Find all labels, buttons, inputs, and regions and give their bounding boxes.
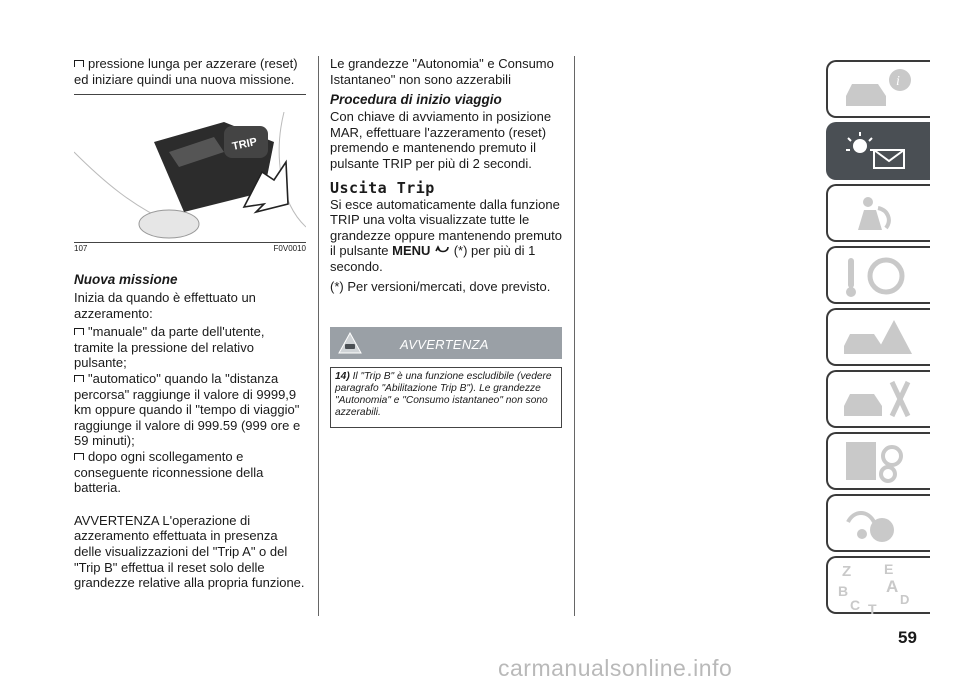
tab-car-info[interactable]	[826, 60, 930, 118]
index-letter: A	[886, 577, 899, 596]
index-letters-icon	[838, 562, 926, 616]
return-arrow-icon	[434, 245, 450, 255]
column-left	[74, 56, 306, 87]
warning-number: 14)	[335, 371, 350, 382]
multimedia-icon	[838, 500, 918, 548]
figure-number: 107	[74, 244, 88, 253]
procedura-heading: Procedura di inizio viaggio	[330, 92, 502, 108]
nuova-missione-section	[74, 272, 306, 591]
warning-title: AVVERTENZA	[400, 337, 489, 352]
page-number: 59	[898, 628, 917, 647]
figure-code: F0V0010	[273, 244, 306, 253]
tab-emergency[interactable]	[826, 308, 930, 366]
uscita-text: Si esce automaticamente dalla funzione TRIP una volta visualizzate tutte le grandezze oppure mantenendo premuto il pulsante MENU (*) per più di 1 secondo.	[330, 196, 562, 274]
watermark: carmanualsonline.info	[498, 655, 733, 681]
list-item: dopo ogni scollegamento e conseguente riconnessione della batteria.	[74, 448, 264, 496]
section-heading: Nuova missione	[74, 272, 178, 287]
tab-warning-lights[interactable]	[826, 122, 930, 180]
note-text: AVVERTENZA L'operazione di azzeramento effettuata in presenza delle visualizzazioni del "Trip A" o del "Trip B" effettua il reset solo delle grandezze relative alla propria funzione.	[74, 512, 305, 591]
warning-header	[330, 327, 562, 359]
warning-box	[330, 367, 562, 428]
list-item: "manuale" da parte dell'utente, tramite la pressione del relativo pulsante;	[74, 324, 265, 371]
tab-technical-data[interactable]	[826, 432, 930, 490]
index-letter: E	[884, 562, 894, 577]
tab-starting[interactable]	[826, 246, 930, 304]
index-letter: Z	[842, 563, 852, 580]
warning-text: Il "Trip B" è una funzione escludibile (vedere paragrafo "Abilitazione Trip B"). Le grandezze "Autonomia" e "Consumo istantaneo" non sono azzerabili.	[335, 371, 552, 418]
trip-button-figure	[74, 112, 306, 243]
intro-bullet: pressione lunga per azzerare (reset) ed iniziare quindi una nuova missione.	[74, 56, 298, 87]
technical-data-icon	[838, 438, 918, 486]
section-intro: Inizia da quando è effettuato un azzeramento:	[74, 290, 256, 321]
trip-button-label: TRIP	[231, 135, 259, 153]
car-info-icon	[838, 66, 918, 114]
tab-multimedia[interactable]	[826, 494, 930, 552]
column-divider	[574, 56, 575, 616]
column-divider	[318, 56, 319, 616]
menu-label: MENU	[392, 243, 431, 259]
list-item: "automatico" quando la "distanza percorsa" raggiunge il valore di 9999,9 km oppure quando il "tempo di viaggio" raggiunge il valore di 999.59 (999 ore e 59 minuti);	[74, 370, 301, 449]
index-letter: D	[900, 592, 910, 607]
maintenance-car-icon	[838, 376, 918, 424]
index-letter: T	[868, 601, 877, 616]
index-letter: B	[838, 583, 849, 599]
bullet-marker-icon	[74, 453, 84, 460]
bullet-marker-icon	[74, 375, 84, 382]
footnote: (*) Per versioni/mercati, dove previsto.	[330, 278, 551, 294]
svg-text:i: i	[896, 74, 900, 89]
tab-safety[interactable]	[826, 184, 930, 242]
procedura-text: Con chiave di avviamento in posizione MAR, effettuare l'azzeramento (reset) premendo e mantenendo premuto il pulsante TRIP per più di 2 secondi.	[330, 109, 552, 171]
car-warning-icon	[338, 332, 362, 354]
safety-airbag-icon	[838, 190, 918, 238]
tab-index[interactable]	[826, 556, 930, 614]
steering-wheel-key-icon	[838, 252, 918, 300]
warning-lights-icon	[838, 128, 918, 176]
index-letter: C	[850, 597, 861, 613]
bullet-marker-icon	[74, 60, 84, 67]
emergency-car-icon	[838, 314, 918, 362]
divider	[74, 94, 306, 95]
autonomia-note: Le grandezze "Autonomia" e Consumo Istantaneo" non sono azzerabili	[330, 56, 554, 87]
column-middle	[330, 56, 562, 294]
uscita-heading: Uscita Trip	[330, 178, 435, 197]
bullet-marker-icon	[74, 328, 84, 335]
tab-maintenance[interactable]	[826, 370, 930, 428]
